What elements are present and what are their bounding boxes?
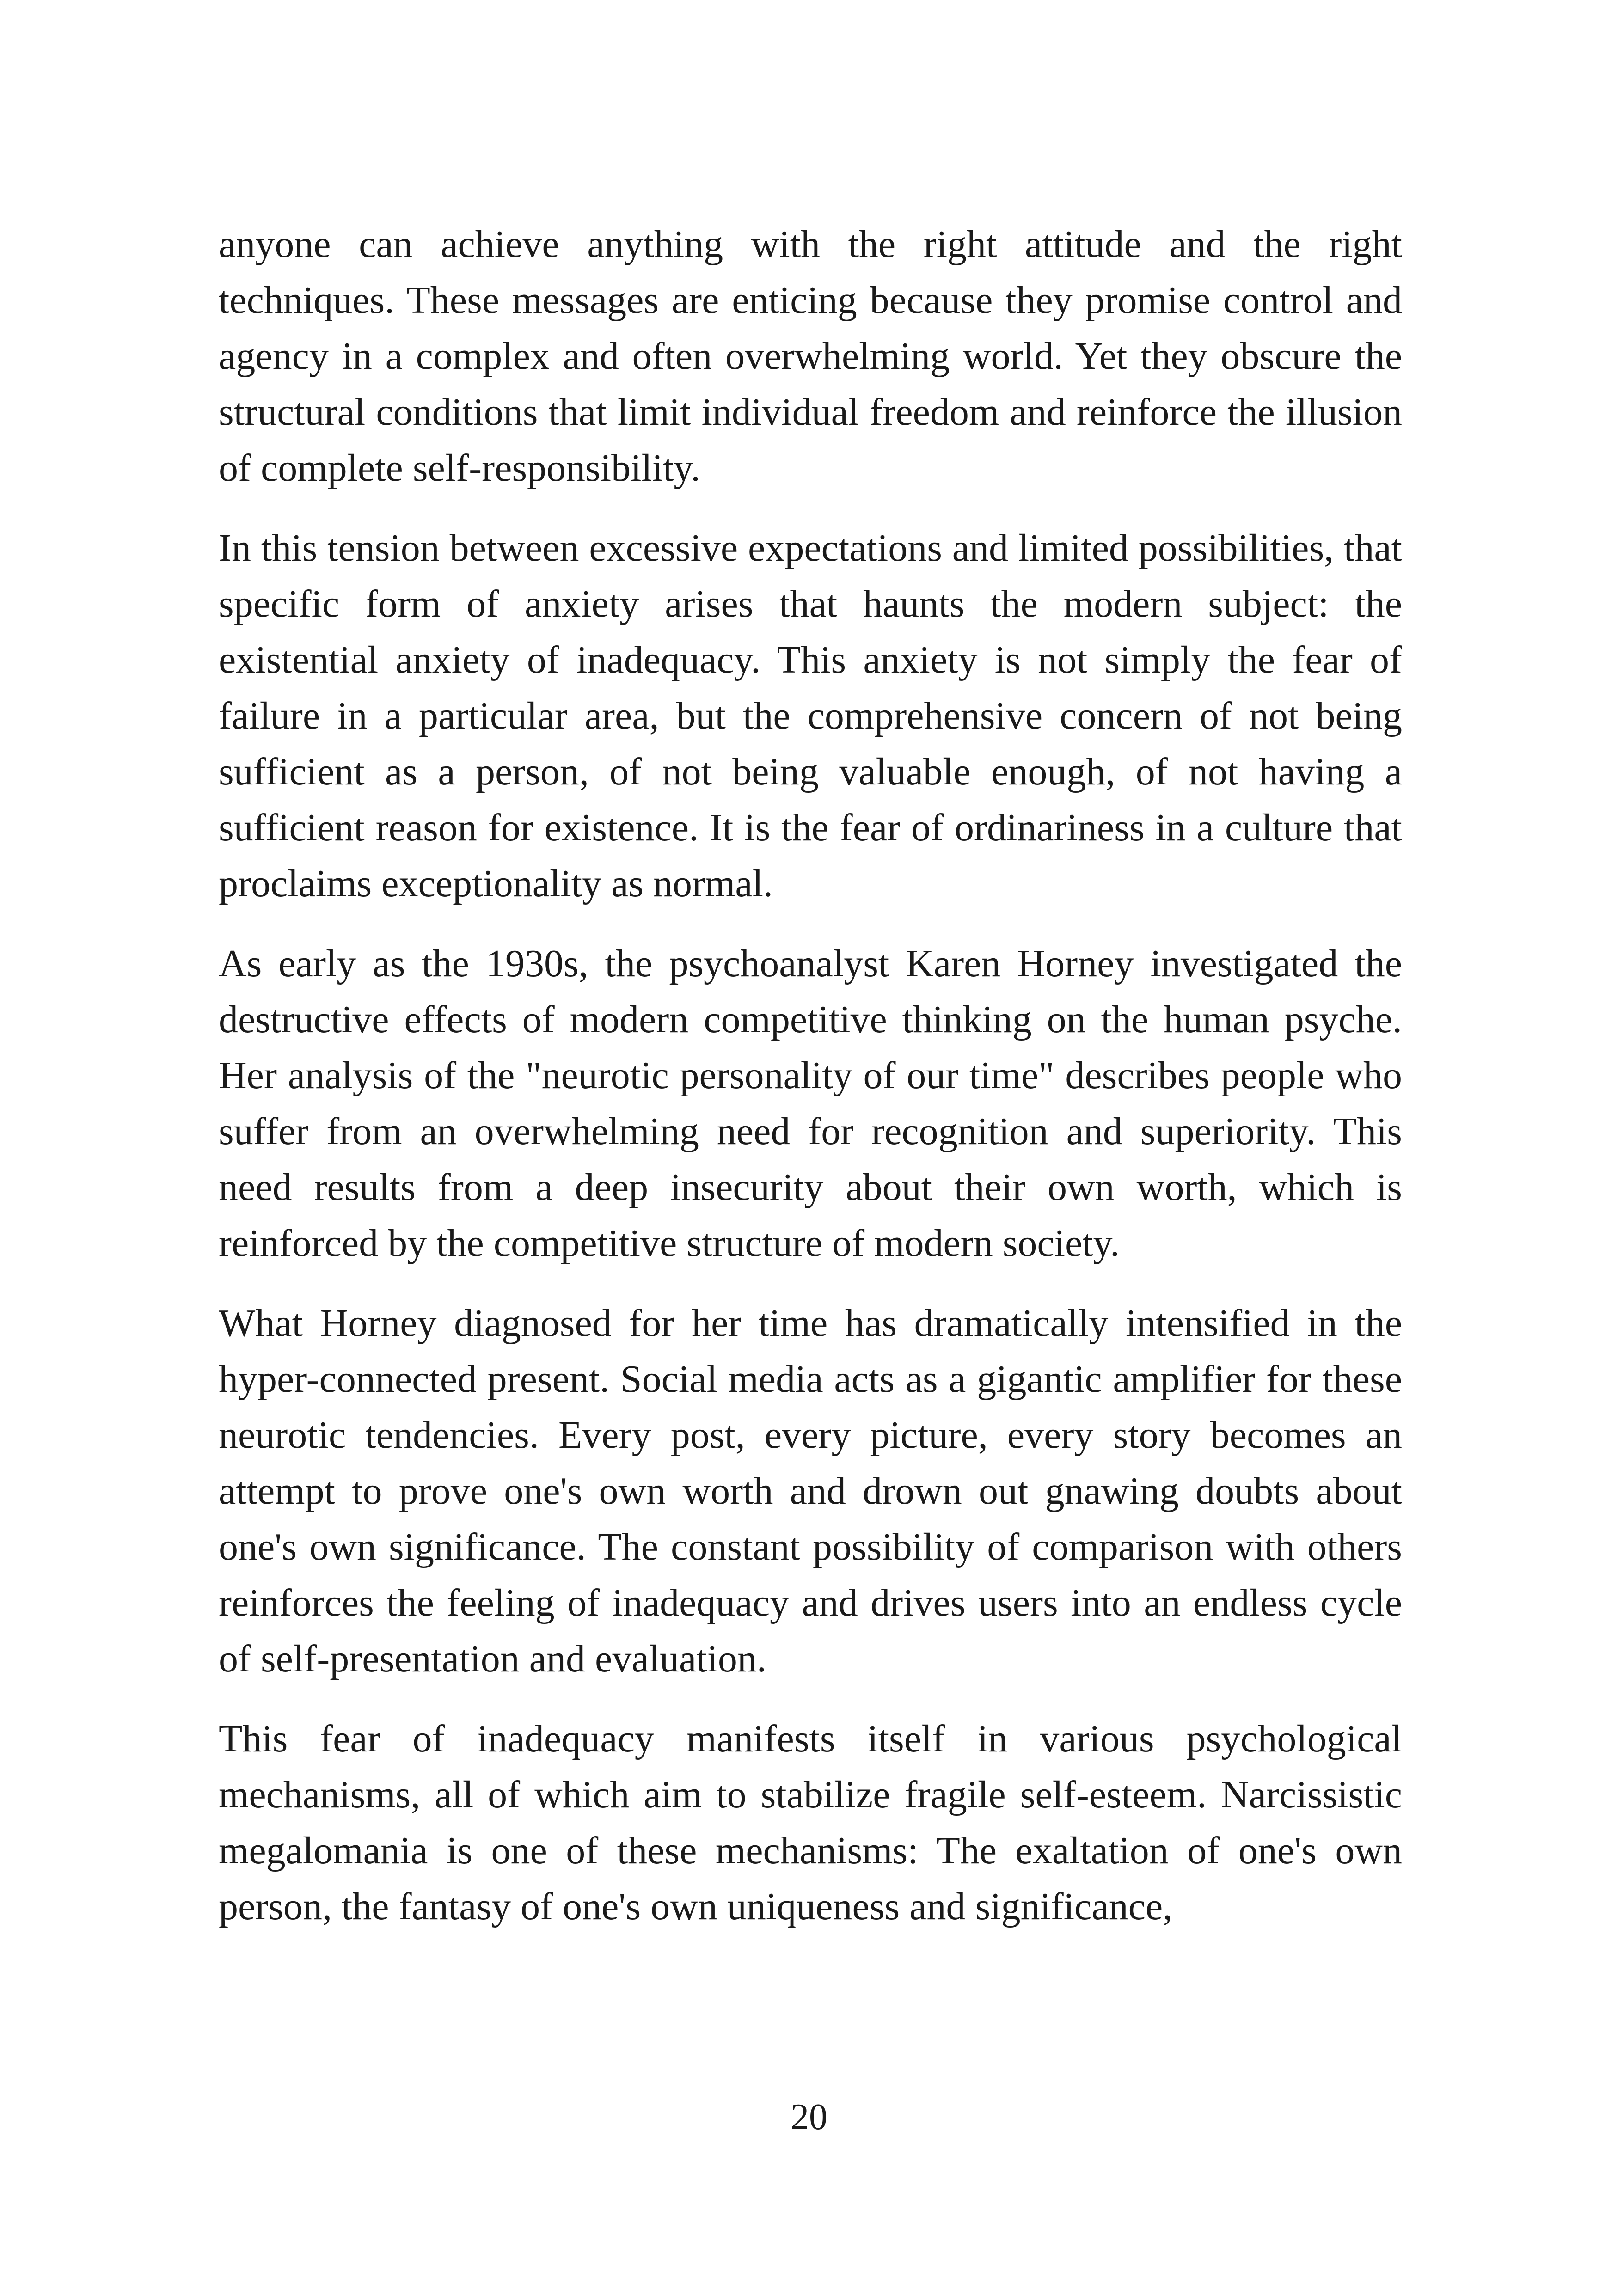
body-text bbox=[219, 216, 1402, 1959]
paragraph-1: anyone can achieve anything with the right attitude and the right techniques. These messages are enticing because they promise control and agency in a complex and often overwhelming world. Yet they obscure the structural conditions that limit individual freedom and reinforce the illusion of complete self-responsibility. bbox=[219, 223, 1402, 490]
paragraph-2: In this tension between excessive expectations and limited possibilities, that specific form of anxiety arises that haunts the modern subject: the existential anxiety of inadequacy. This anxiety is not simply the fear of failure in a particular area, but the comprehensive concern of not being sufficient as a person, of not being valuable enough, of not having a sufficient reason for existence. It is the fear of ordinariness in a culture that proclaims exceptionality as normal. bbox=[219, 527, 1402, 905]
page-number: 20 bbox=[791, 2097, 827, 2137]
paragraph-5: This fear of inadequacy manifests itself in various psychological mechanisms, all of which aim to stabilize fragile self-esteem. Narcissistic megalomania is one of these mechanisms: The exaltation of one's own person, the fantasy of one's own uniqueness and significance, bbox=[219, 1717, 1402, 1928]
paragraph-4: What Horney diagnosed for her time has dramatically intensified in the hyper-connected present. Social media acts as a gigantic amplifier for these neurotic tendencies. Every post, every picture, every story becomes an attempt to prove one's own worth and drown out gnawing doubts about one's own significance. The constant possibility of comparison with others reinforces the feeling of inadequacy and drives users into an endless cycle of self-presentation and evaluation. bbox=[219, 1302, 1402, 1680]
paragraph-3: As early as the 1930s, the psychoanalyst Karen Horney investigated the destructive effects of modern competitive thinking on the human psyche. Her analysis of the "neurotic personality of our time" describes people who suffer from an overwhelming need for recognition and superiority. This need results from a deep insecurity about their own worth, which is reinforced by the competitive structure of modern society. bbox=[219, 942, 1402, 1265]
